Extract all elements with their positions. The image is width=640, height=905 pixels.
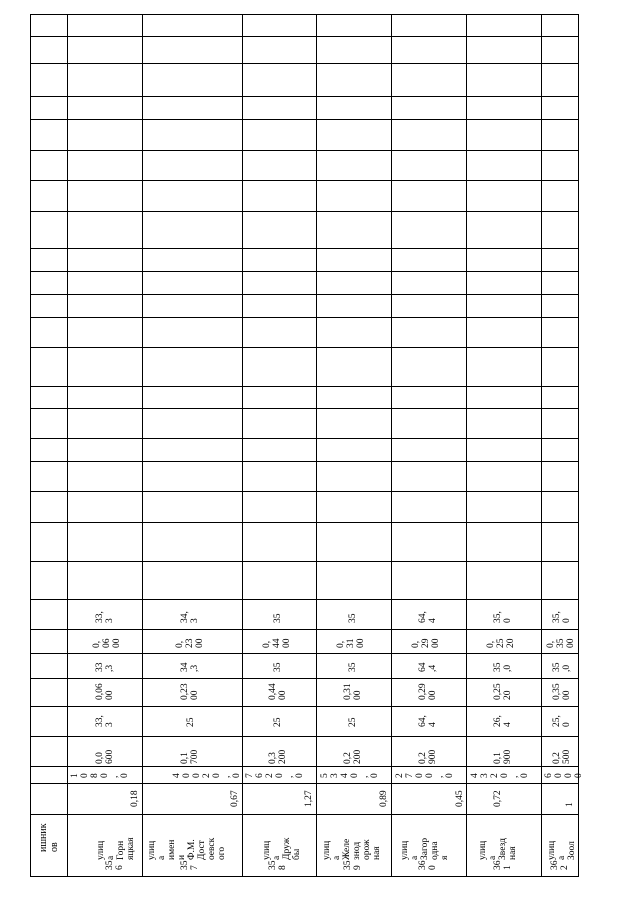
col-border: [30, 599, 579, 600]
value-c3: 0,23 00: [180, 683, 200, 700]
street-name: улиц а Желе знод орож ная: [322, 838, 382, 860]
street-length: 1: [565, 802, 575, 807]
col-border: [30, 317, 579, 318]
value-c3: 0,25 20: [493, 683, 513, 700]
col-border: [30, 36, 579, 37]
street-name: улиц а имен и Ф.М. Дост oевск ого: [147, 837, 227, 860]
col-border: [30, 678, 579, 679]
row-number: 36 1: [493, 860, 513, 870]
value-c6: 35: [348, 613, 358, 623]
value-c3: 0,44 00: [268, 683, 288, 700]
col-border: [30, 211, 579, 212]
col-border: [30, 736, 579, 737]
row-number: 36 0: [418, 860, 438, 870]
street-name: улиц а Зоол: [547, 840, 577, 860]
col-border: [30, 96, 579, 97]
cumulative-value: 4 3 2 0 , 0: [470, 773, 530, 778]
street-length: 1,27: [304, 790, 314, 807]
street-name: улиц а Звезд ная: [478, 838, 518, 860]
value-c5: 0, 31 00: [336, 638, 366, 648]
col-border: [30, 706, 579, 707]
row-border: [142, 14, 143, 876]
col-border: [30, 561, 579, 562]
col-border: [30, 766, 579, 767]
value-c5: 0, 35 00: [546, 638, 576, 648]
value-c4: 35 ,0: [552, 662, 572, 672]
row-border: [316, 14, 317, 876]
cumulative-value: 1 0 8 0 , 0: [70, 773, 130, 778]
row-border: [67, 14, 68, 876]
value-c1: 0,2 500: [552, 749, 572, 764]
value-c6: 33, 3: [95, 611, 115, 623]
value-c6: 35, 0: [493, 611, 513, 623]
col-border: [30, 461, 579, 462]
value-c6: 34, 3: [180, 611, 200, 623]
value-c2: 25: [186, 717, 196, 727]
col-border: [30, 63, 579, 64]
row-number: 35 9: [343, 860, 363, 870]
row-number: 35 8: [268, 860, 288, 870]
street-length: 0,18: [130, 790, 140, 807]
street-name: улиц а Загор одна я: [400, 837, 450, 860]
col-border: [30, 386, 579, 387]
street-name: улиц а Горн яцкая: [96, 837, 136, 860]
street-length: 0,89: [379, 790, 389, 807]
value-c2: 25: [348, 717, 358, 727]
value-c2: 64, 4: [418, 715, 438, 727]
street-length: 0,67: [230, 790, 240, 807]
row-number: 35 7: [180, 860, 200, 870]
col-border: [30, 180, 579, 181]
cumulative-value: 5 3 4 0 , 0: [320, 773, 380, 778]
row-border: [242, 14, 243, 876]
value-c1: 0,1 900: [493, 749, 513, 764]
col-border: [30, 271, 579, 272]
value-c6: 35: [273, 613, 283, 623]
col-border: [30, 629, 579, 630]
value-c3: 0,29 00: [418, 683, 438, 700]
value-c4: 64 ,4: [418, 662, 438, 672]
value-c6: 35, 0: [552, 611, 572, 623]
value-c1: 0,3 200: [268, 749, 288, 764]
row-border: [466, 14, 467, 876]
street-name: улиц а Друж бы: [262, 837, 302, 860]
value-c1: 0,1 700: [180, 749, 200, 764]
col-border: [30, 438, 579, 439]
col-border: [30, 491, 579, 492]
row-border: [30, 14, 31, 876]
col-border: [30, 814, 579, 815]
value-c2: 25: [273, 717, 283, 727]
value-c2: 25, 0: [552, 715, 572, 727]
header-col-title: ишник ов: [38, 823, 60, 852]
cumulative-value: 6 0 0 0: [544, 773, 584, 778]
col-border: [30, 876, 579, 877]
value-c4: 33 ,3: [95, 662, 115, 672]
col-border: [30, 150, 579, 151]
value-c3: 0,31 00: [343, 683, 363, 700]
value-c3: 0,06 00: [95, 683, 115, 700]
col-border: [30, 653, 579, 654]
street-length: 0,72: [493, 790, 503, 807]
street-length: 0,45: [455, 790, 465, 807]
value-c1: 0,2 900: [418, 749, 438, 764]
value-c5: 0, 25 20: [486, 638, 516, 648]
col-border: [30, 408, 579, 409]
value-c5: 0, 23 00: [175, 638, 205, 648]
value-c4: 34 ,3: [180, 662, 200, 672]
value-c2: 33, 3: [95, 715, 115, 727]
cumulative-value: 7 6 2 0 , 0: [245, 773, 305, 778]
value-c4: 35: [273, 662, 283, 672]
row-border: [578, 14, 579, 876]
row-number: 35 6: [105, 860, 125, 870]
value-c5: 0, 29 00: [411, 638, 441, 648]
col-border: [30, 294, 579, 295]
col-border: [30, 248, 579, 249]
cumulative-value: 4 0 0 2 0 , 0: [172, 773, 242, 778]
value-c3: 0,35 00: [552, 683, 572, 700]
cumulative-value: 2 7 0 0 , 0: [395, 773, 455, 778]
col-border: [30, 119, 579, 120]
row-number: 36 2: [550, 860, 570, 870]
value-c5: 0, 44 00: [262, 638, 292, 648]
value-c4: 35 ,0: [493, 662, 513, 672]
value-c5: 0, 06 00: [92, 638, 122, 648]
value-c2: 26, 4: [493, 715, 513, 727]
col-border: [30, 14, 579, 15]
col-border: [30, 783, 579, 784]
value-c1: 0,2 200: [343, 749, 363, 764]
row-border: [541, 14, 542, 876]
value-c1: 0,0 600: [95, 749, 115, 764]
col-border: [30, 347, 579, 348]
value-c4: 35: [348, 662, 358, 672]
value-c6: 64, 4: [418, 611, 438, 623]
col-border: [30, 522, 579, 523]
row-border: [391, 14, 392, 876]
